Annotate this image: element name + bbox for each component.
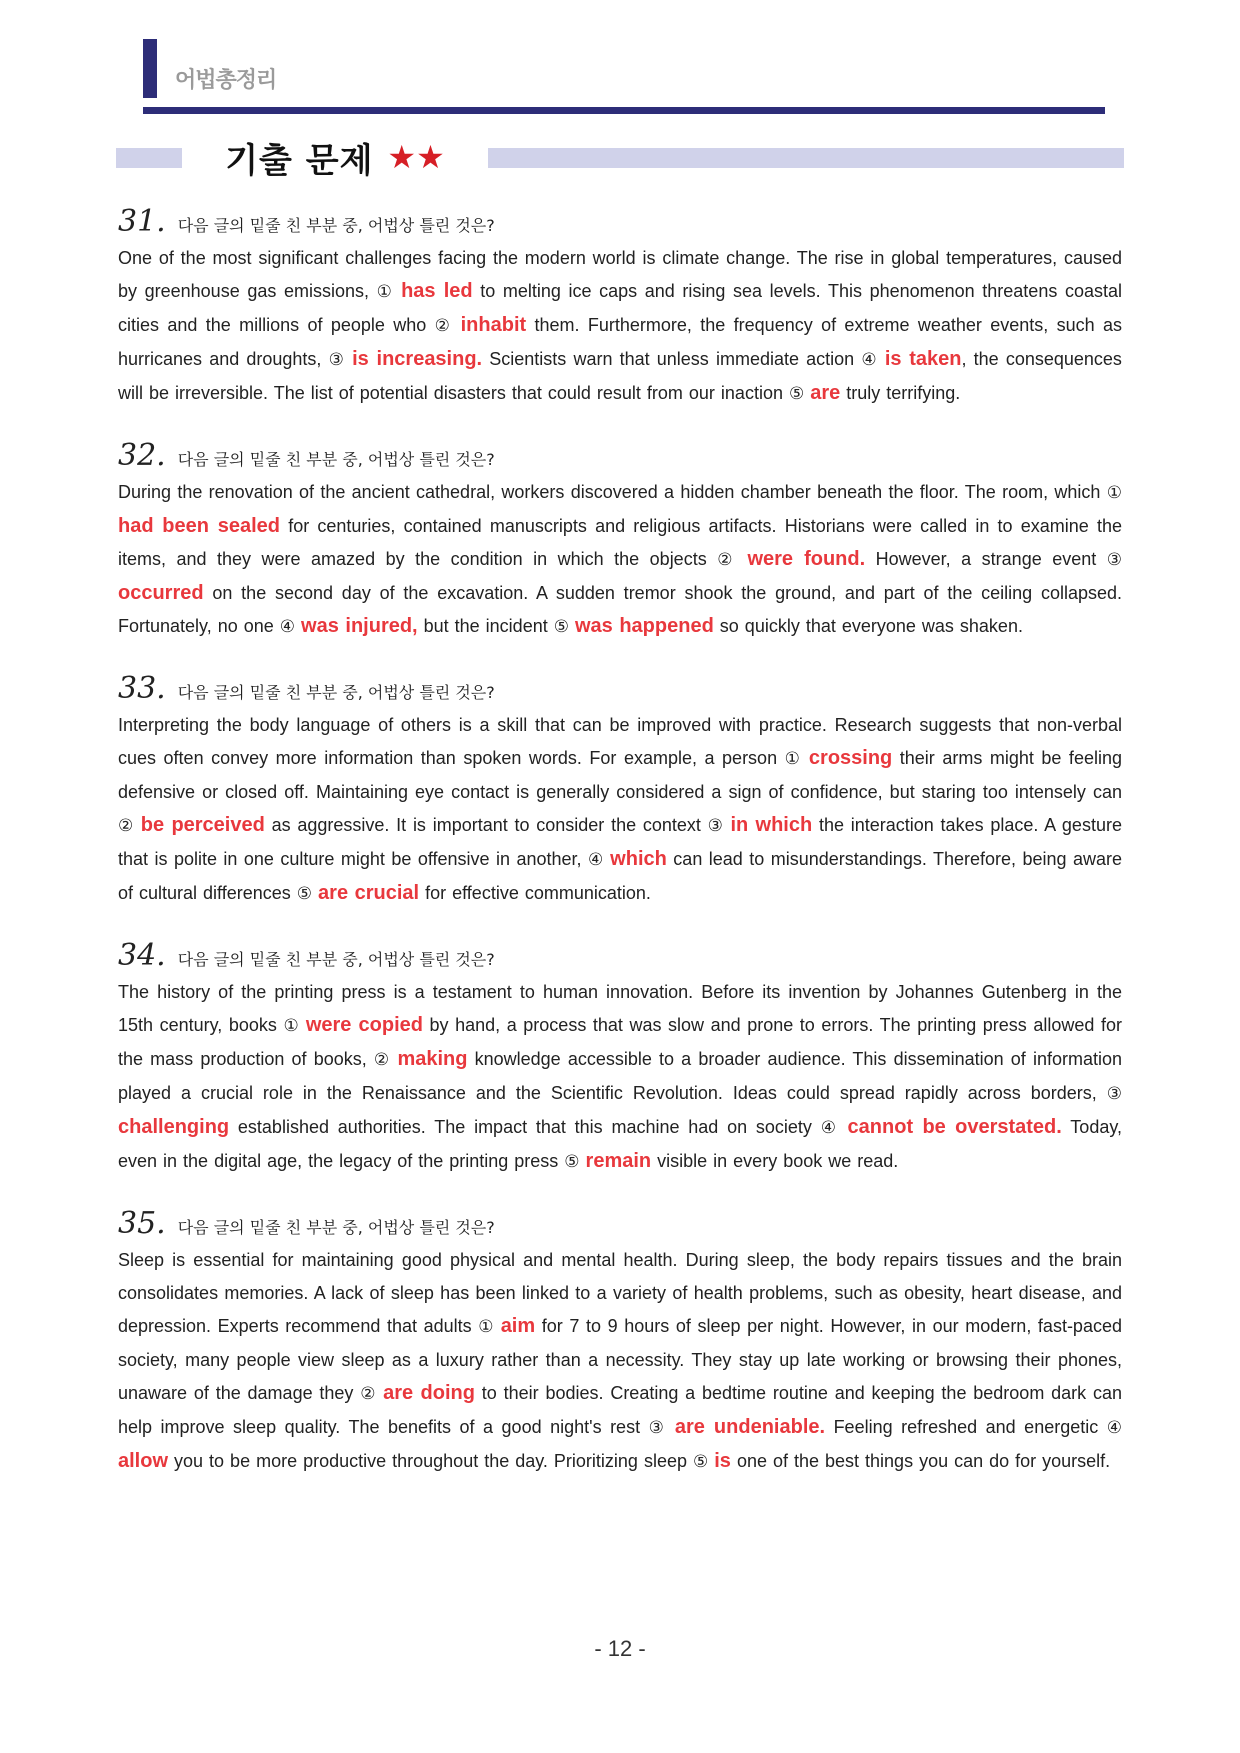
underlined-option: inhabit [460,314,527,336]
option-marker: ② [717,550,737,570]
difficulty-stars: ★★ [387,139,445,175]
passage-text: the interaction takes place. A gesture that is polite in one culture might be offensive in another, [118,815,1122,869]
option-marker: ③ [1106,1084,1122,1104]
passage-text: as aggressive. It is important to consider the context [264,815,708,835]
passage-text: , the consequences will be irreversible. The list of potential disasters that could result from our inaction [118,349,1122,403]
passage-text: but the incident [417,616,554,636]
passage-text: one of the best things you can do for yourself. [730,1451,1111,1471]
passage-text: can lead to misunderstandings. Therefore, being aware of cultural differences [118,849,1122,903]
passage-text: by hand, a process that was slow and prone to errors. The printing press allowed for the mass production of books, [118,1015,1122,1069]
underlined-option: was happened [574,615,714,637]
passage-text: One of the most significant challenges facing the modern world is climate change. The rise in global temperatures, caused by greenhouse gas emissions, [118,248,1122,301]
underlined-option: crossing [808,747,893,769]
question-header [118,938,1122,974]
option-marker: ⑤ [553,617,569,637]
option-marker: ③ [1106,550,1122,570]
option-marker: ① [1106,483,1122,503]
passage-text: Scientists warn that unless immediate action [482,349,862,369]
question-prompt: 다음 글의 밑줄 친 부분 중, 어법상 틀린 것은? [177,450,495,469]
header-divider [143,107,1105,114]
question-34 [118,938,1122,1179]
option-marker: ① [784,749,802,769]
underlined-option: are [810,382,841,404]
option-marker: ⑤ [788,384,805,404]
passage-text: on the second day of the excavation. A sudden tremor shook the ground, and part of the ceiling collapsed. Fortunately, no one [118,583,1122,636]
underlined-option: are undeniable. [674,1416,826,1438]
option-marker: ⑤ [564,1152,580,1172]
underlined-option: allow [118,1450,169,1472]
underlined-option: are crucial [318,882,420,904]
underlined-option: cannot be overstated. [847,1116,1062,1138]
question-prompt: 다음 글의 밑줄 친 부분 중, 어법상 틀린 것은? [177,683,495,702]
question-header [118,204,1122,240]
underlined-option: is [714,1450,731,1472]
question-prompt: 다음 글의 밑줄 친 부분 중, 어법상 틀린 것은? [177,216,495,235]
underlined-option: has led [401,280,473,302]
option-marker: ④ [279,617,296,637]
question-32 [118,438,1122,644]
passage-text [134,815,141,835]
passage-text: Sleep is essential for maintaining good physical and mental health. During sleep, the body repairs tissues and the brain consolidates memories. A lack of sleep has been linked to a variety of health problems, such as obesity, heart disease, and depression. Experts recommend that adults [118,1250,1122,1336]
question-prompt: 다음 글의 밑줄 친 부분 중, 어법상 틀린 것은? [177,950,495,969]
question-list [118,204,1122,1506]
question-passage [118,476,1122,644]
option-marker: ③ [648,1418,667,1438]
underlined-option: making [397,1048,468,1070]
question-number: 33. [118,671,166,706]
question-passage [118,709,1122,911]
question-35 [118,1206,1122,1479]
passage-text: their arms might be feeling defensive or closed off. Maintaining eye contact is generally considered a sign of confidence, but staring too intensely can [118,748,1122,802]
passage-text [839,1117,848,1137]
option-marker: ① [283,1016,300,1036]
underlined-option: is taken [884,348,962,370]
passage-text: for 7 to 9 hours of sleep per night. However, in our modern, fast-paced society, many people view sleep as a luxury rather than a necessity. They stay up late working or browsing their phones, unaware of the damage they [118,1316,1122,1403]
header-accent-bar [143,39,157,98]
question-passage [118,976,1122,1179]
question-number: 34. [118,938,166,973]
question-number: 35. [118,1206,166,1241]
question-passage [118,1244,1122,1479]
passage-text [666,1417,675,1437]
passage-text: However, a strange event [865,549,1107,569]
passage-text: During the renovation of the ancient cathedral, workers discovered a hidden chamber beneath the floor. The room, which [118,482,1107,502]
header-title: 어법총정리 [175,68,277,93]
passage-text: Interpreting the body language of others is a skill that can be improved with practice. Research suggests that non-verbal cues often convey more information than spoken words. For example, a person [118,715,1122,768]
passage-text [452,315,460,335]
passage-text [494,1316,501,1336]
passage-text: The history of the printing press is a testament to human innovation. Before its invention by Johannes Gutenberg in the 15th century, books [118,982,1122,1035]
underlined-option: challenging [118,1116,230,1138]
section-band-left [116,148,184,168]
option-marker: ⑤ [296,884,313,904]
option-marker: ④ [861,350,878,370]
question-header [118,438,1122,474]
question-number: 31. [118,204,166,239]
underlined-option: had been sealed [118,515,280,537]
option-marker: ④ [820,1118,839,1138]
option-marker: ② [118,816,135,836]
question-header [118,1206,1122,1242]
question-31 [118,204,1122,411]
passage-text: Feeling refreshed and energetic [825,1417,1107,1437]
passage-text: visible in every book we read. [651,1151,899,1171]
option-marker: ⑤ [692,1452,709,1472]
underlined-option: was injured, [301,615,418,637]
option-marker: ④ [588,850,604,870]
question-33 [118,671,1122,911]
underlined-option: occurred [118,582,204,604]
passage-text: them. Furthermore, the frequency of extreme weather events, such as hurricanes and droughts, [118,315,1122,369]
passage-text: to their bodies. Creating a bedtime routine and keeping the bedroom dark can help improve sleep quality. The benefits of a good night's rest [118,1383,1122,1437]
option-marker: ① [376,282,394,302]
section-band-right [488,148,1124,168]
underlined-option: were found. [747,548,866,570]
option-marker: ③ [328,350,345,370]
passage-text: truly terrifying. [840,383,961,403]
underlined-option: is increasing. [352,348,483,370]
underlined-option: remain [585,1150,652,1172]
passage-text [801,748,809,768]
question-header [118,671,1122,707]
question-prompt: 다음 글의 밑줄 친 부분 중, 어법상 틀린 것은? [177,1218,495,1237]
passage-text [393,281,401,301]
underlined-option: in which [730,814,813,836]
passage-text [878,349,885,369]
underlined-option: are doing [383,1382,475,1404]
question-passage [118,242,1122,411]
passage-text: Today, even in the digital age, the legacy of the printing press [118,1117,1122,1171]
passage-text: so quickly that everyone was shaken. [713,616,1023,636]
passage-text: to melting ice caps and rising sea levels. This phenomenon threatens coastal cities and the millions of people who [118,281,1122,335]
option-marker: ① [478,1317,495,1337]
underlined-option: which [610,848,667,870]
passage-text: knowledge accessible to a broader audience. This dissemination of information played a crucial role in the Renaissance and the Scientific Revolution. Ideas could spread rapidly across borders, [118,1049,1122,1103]
passage-text [737,549,748,569]
passage-text: you to be more productive throughout the day. Prioritizing sleep [168,1451,693,1471]
passage-text: for effective communication. [419,883,651,903]
page-number: - 12 - [594,1636,646,1661]
section-title [182,132,488,182]
section-title-text: 기출 문제 [225,140,374,181]
question-number: 32. [118,438,166,473]
passage-text: for centuries, contained manuscripts and religious artifacts. Historians were called in to examine the items, and they were amazed by the condition in which the objects [118,516,1122,569]
underlined-option: were copied [305,1014,423,1036]
option-marker: ② [434,316,453,336]
passage-text: established authorities. The impact that this machine had on society [229,1117,821,1137]
option-marker: ③ [707,816,724,836]
underlined-option: aim [500,1315,536,1337]
option-marker: ④ [1106,1418,1122,1438]
underlined-option: be perceived [140,814,265,836]
option-marker: ② [373,1050,391,1070]
option-marker: ② [360,1384,377,1404]
